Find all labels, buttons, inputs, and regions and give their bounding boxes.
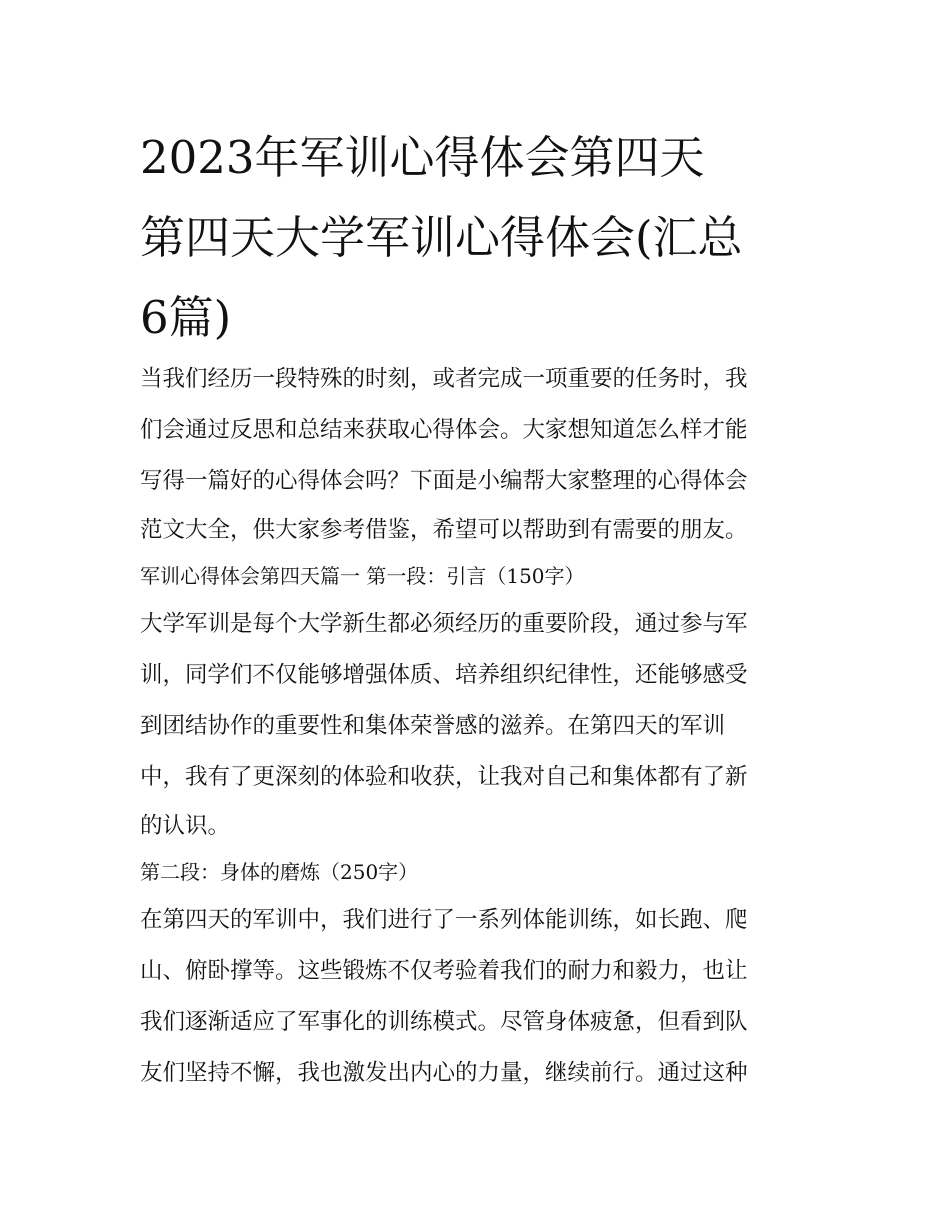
- section-heading-text: 军训心得体会第四天篇一 第一段：引言（150字）: [140, 564, 585, 588]
- text-line: 我们逐渐适应了军事化的训练模式。尽管身体疲惫，但看到队: [140, 1009, 748, 1035]
- section-heading-text: 第二段：身体的磨炼（250字）: [140, 860, 419, 884]
- text-line: 写得一篇好的心得体会吗？下面是小编帮大家整理的心得体会: [140, 468, 748, 494]
- text-line: 训，同学们不仅能够增强体质、培养组织纪律性，还能够感受: [140, 662, 748, 688]
- text-line: 到团结协作的重要性和集体荣誉感的滋养。在第四天的军训: [140, 713, 726, 739]
- text-line: 中，我有了更深刻的体验和收获，让我对自己和集体都有了新: [140, 764, 748, 790]
- section-paragraph-2: [140, 895, 820, 1099]
- text-line: 山、俯卧撑等。这些锻炼不仅考验着我们的耐力和毅力，也让: [140, 958, 748, 984]
- document-body: [140, 354, 820, 1099]
- section-heading-1: [140, 554, 820, 599]
- text-line: 在第四天的军训中，我们进行了一系列体能训练，如长跑、爬: [140, 907, 748, 933]
- text-line: 大学军训是每个大学新生都必须经历的重要阶段，通过参与军: [140, 611, 748, 637]
- section-heading-2: [140, 850, 820, 895]
- text-line: 的认识。: [140, 813, 231, 839]
- title-line: 第四天大学军训心得体会(汇总: [140, 211, 743, 264]
- intro-paragraph: [140, 354, 820, 554]
- document-title: [140, 118, 820, 358]
- text-line: 当我们经历一段特殊的时刻，或者完成一项重要的任务时，我: [140, 366, 748, 392]
- text-line: 范文大全，供大家参考借鉴，希望可以帮助到有需要的朋友。: [140, 517, 748, 543]
- title-line: 2023年军训心得体会第四天: [140, 131, 705, 184]
- text-line: 友们坚持不懈，我也激发出内心的力量，继续前行。通过这种: [140, 1060, 748, 1086]
- text-line: 们会通过反思和总结来获取心得体会。大家想知道怎么样才能: [140, 417, 748, 443]
- title-line: 6篇): [140, 291, 232, 344]
- section-paragraph-1: [140, 599, 820, 850]
